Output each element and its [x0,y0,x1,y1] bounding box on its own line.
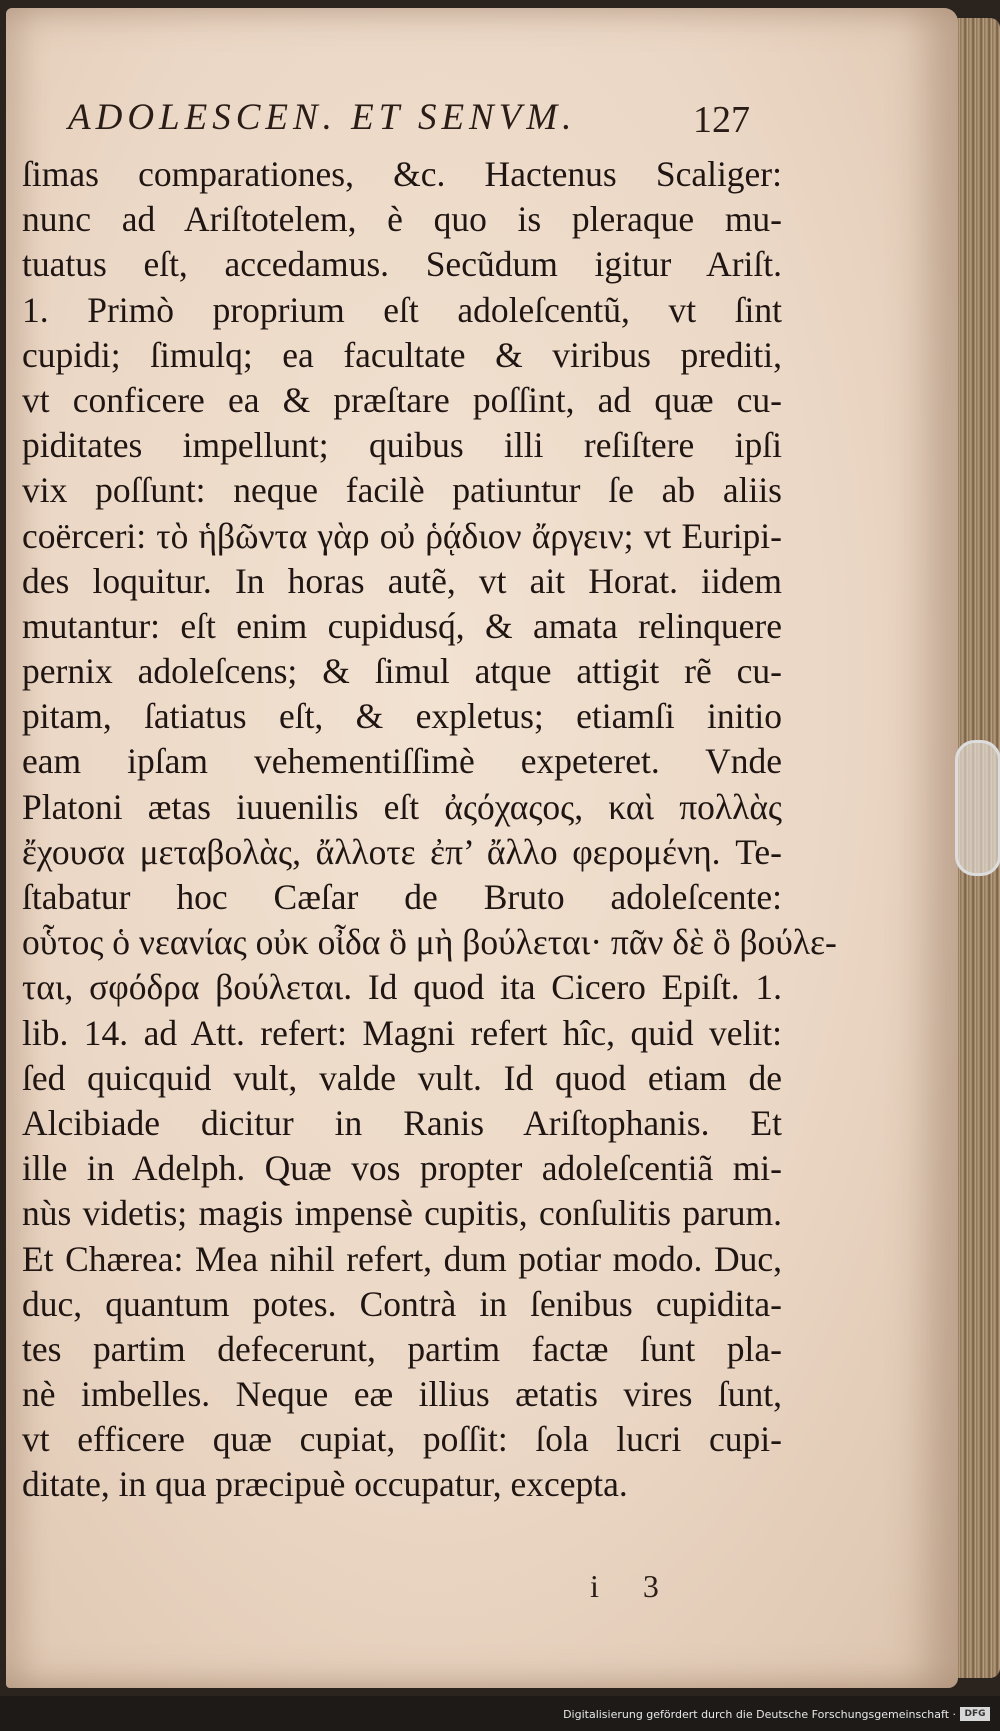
text-line: Platoni ætas iuuenilis eſt ἀςόχαςος, καὶ πολλὰς [22,786,782,827]
text-line: ſimas comparationes, &c. Hactenus Scaliger: [22,154,782,194]
text-line: duc, quantum potes. Contrà in ſenibus cupidita- [22,1283,782,1324]
text-line: tuatus eſt, accedamus. Secũdum igitur Ariſt. [22,244,782,285]
text-line: des loquitur. In horas autẽ, vt ait Horat. iidem [22,560,782,601]
text-line: Et Chærea: Mea nihil refert, dum potiar modo. Duc, [22,1238,782,1279]
text-line: Alcibiade dicitur in Ranis Ariſtophanis. Et [22,1102,782,1143]
text-line: ſtabatur hoc Cæſar de Bruto adoleſcente: [22,877,782,917]
text-line: tes partim defecerunt, partim factæ ſunt pla- [22,1328,782,1369]
signature-mark: i 3 [590,1568,677,1604]
text-line: ἔχουσα μεταβολὰς, ἄλλοτε ἐπ’ ἄλλο φερομένη. Te- [22,831,782,872]
text-line: pitam, ſatiatus eſt, & expletus; etiamſi initio [22,696,782,737]
text-line: nè imbelles. Neque eæ illius ætatis vires ſunt, [22,1374,782,1415]
text-line: cupidi; ſimulq; ea facultate & viribus prediti, [22,334,782,375]
text-line: nùs videtis; magis impensè cupitis, conſulitis parum. [22,1193,782,1234]
text-line: vix poſſunt: neque facilè patiuntur ſe ab aliis [22,470,782,511]
text-line: 1. Primò proprium eſt adoleſcentũ, vt ſint [22,289,782,330]
text-line: vt efficere quæ cupiat, poſſit: ſola lucri cupi- [22,1419,782,1460]
text-line: οὗτος ὁ νεανίας οὐκ οἶδα ὃ μὴ βούλεται· πᾶν δὲ ὃ βούλε- [22,922,837,963]
text-line: ται, σφόδρα βούλεται. Id quod ita Cicero Epiſt. 1. [22,967,782,1008]
text-line: mutantur: eſt enim cupidusq́, & amata relinquere [22,605,782,646]
text-line: ſed quicquid vult, valde vult. Id quod etiam de [22,1057,782,1098]
text-line: ille in Adelph. Quæ vos propter adoleſcentiã mi- [22,1148,782,1189]
text-line: vt conficere ea & præſtare poſſint, ad quæ cu- [22,379,782,420]
body-text [22,152,837,1508]
dfg-logo: DFG [960,1707,990,1721]
text-line: coërceri: τὸ ἡβῶντα γὰρ οὐ ῥᾴδιον ἄργειν; vt Euripi- [22,515,782,556]
text-line: ditate, in qua præcipuè occupatur, excepta. [22,1464,628,1505]
page-number: 127 [693,99,750,141]
text-line: eam ipſam vehementiſſimè expeteret. Vnde [22,741,782,782]
text-line: lib. 14. ad Att. refert: Magni refert hîc, quid velit: [22,1012,782,1053]
text-line: nunc ad Ariſtotelem, è quo is pleraque mu- [22,199,782,240]
text-line: pernix adoleſcens; & ſimul atque attigit rẽ cu- [22,651,782,692]
running-head: ADOLESCEN. ET SENVM. [68,97,577,138]
footer-credit: Digitalisierung gefördert durch die Deutsche Forschungsgemeinschaft · [563,1708,956,1721]
text-line: piditates impellunt; quibus illi reſiſtere ipſi [22,425,782,466]
page-clip [955,740,1000,876]
